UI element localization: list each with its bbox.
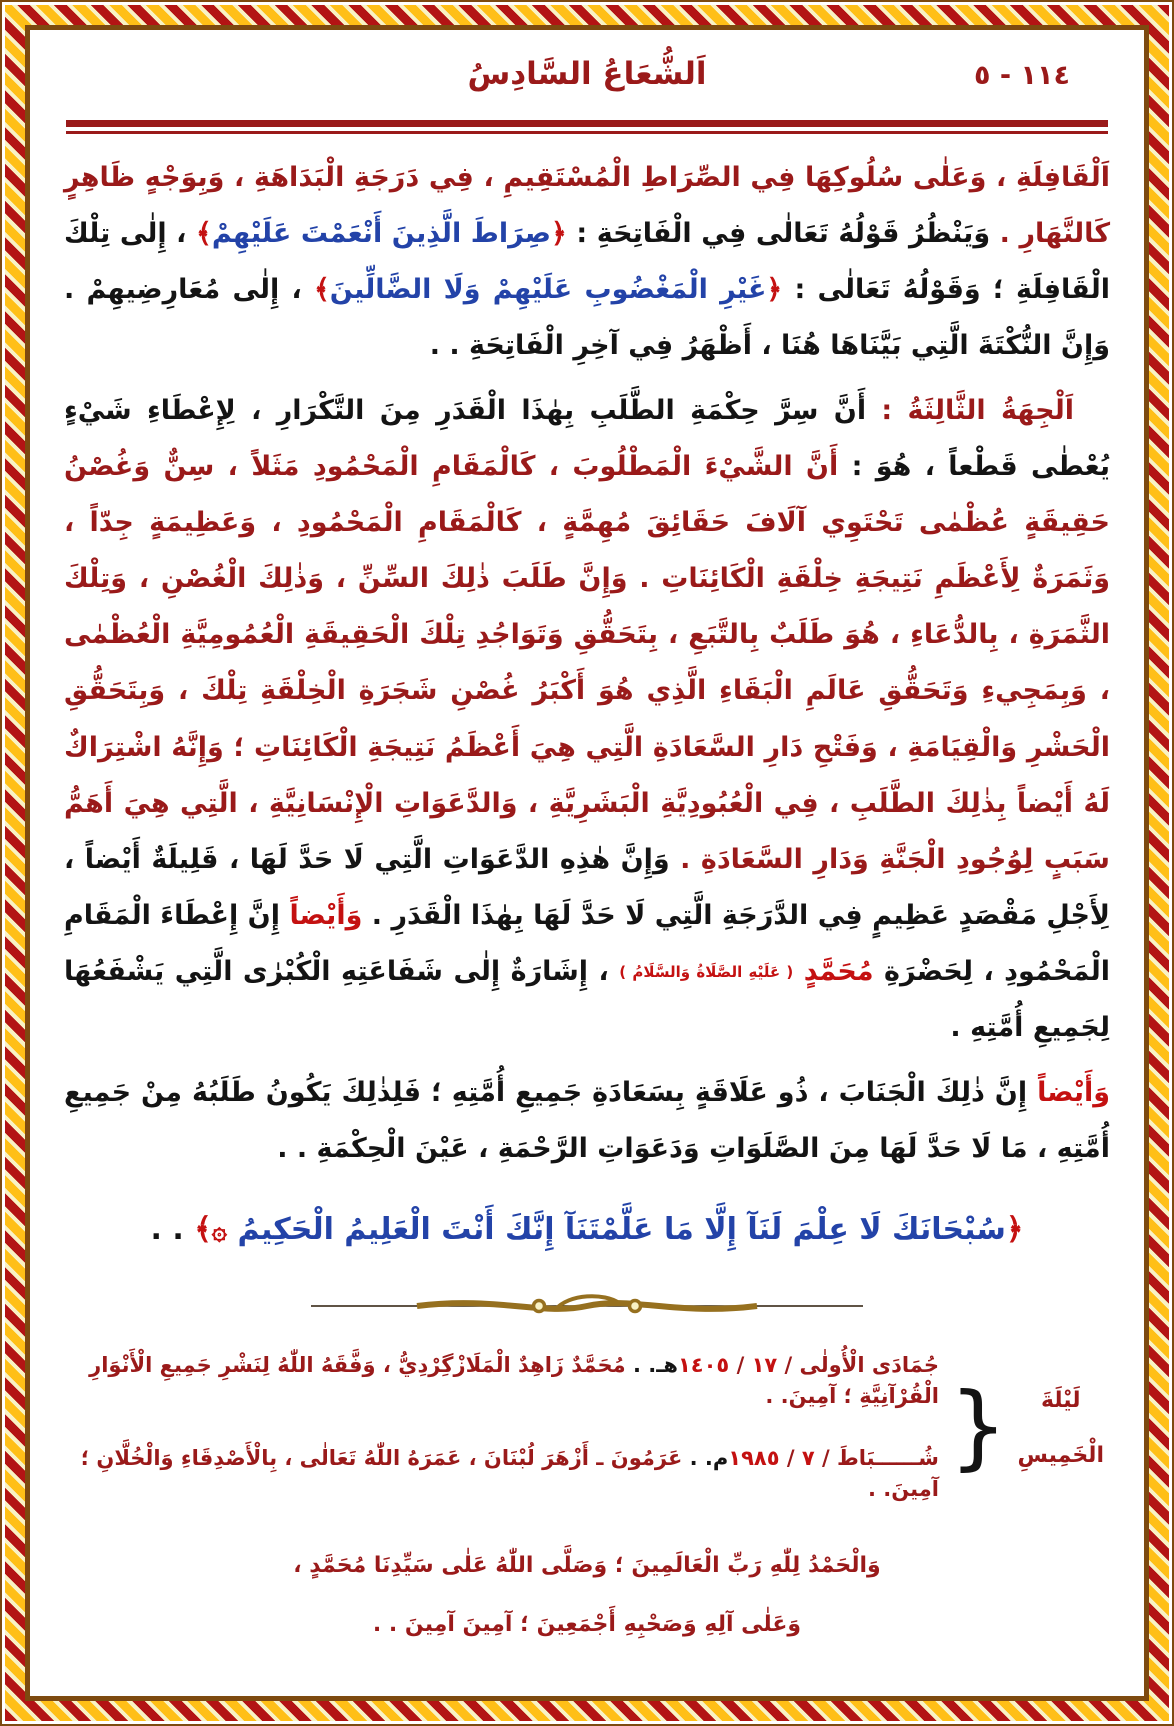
quran-verse-centered	[64, 1201, 1110, 1258]
closing-line-2: وَعَلٰى آلِهِ وَصَحْبِهِ أَجْمَعِينَ ؛ آمِينَ آمِينَ . .	[372, 1612, 802, 1638]
text-segment: وَيَنْظُرُ قَوْلُهُ تَعَالٰى فِي الْفَاتِحَةِ :	[566, 218, 991, 250]
body-paragraph-1	[64, 150, 1110, 375]
brace-glyph: }	[948, 1373, 1008, 1481]
section-heading: اَلْجِهَةُ الثَّالِثَةُ :	[866, 394, 1074, 426]
text-segment: أَنَّ الشَّيْءَ الْمَطْلُوبَ ، كَالْمَقَامِ الْمَحْمُودِ مَثَلاً ، سِنٌّ وَغُصْنُ حَقِيقَةٍ عُظْمٰى تَحْتَوِي آلَافَ حَقَائِقَ مُهِمَّةٍ ، كَالْمَقَامِ الْمَحْمُودِ ، وَعَظِيمَةٍ جِدّاً ، وَثَمَرَةٌ لِأَعْظَمِ نَتِيجَةِ خِلْقَةِ الْكَائِنَاتِ . وَإِنَّ طَلَبَ ذٰلِكَ السِّنِّ ، وَذٰلِكَ الْغُصْنِ ، وَتِلْكَ الثَّمَرَةِ ، بِالدُّعَاءِ ، هُوَ طَلَبٌ بِالتَّبَعِ ، بِتَحَقُّقِ وَتَوَاجُدِ تِلْكَ الْحَقِيقَةِ الْعُمُومِيَّةِ الْعُظْمٰى ، وَبِمَجِيءِ وَتَحَقُّقِ عَالَمِ الْبَقَاءِ الَّذِي هُوَ أَكْبَرُ غُصْنِ شَجَرَةِ الْخِلْقَةِ تِلْكَ ، وَبِتَحَقُّقِ الْحَشْرِ وَالْقِيَامَةِ ، وَفَتْحِ دَارِ السَّعَادَةِ الَّتِي هِيَ أَعْظَمُ نَتِيجَةِ الْكَائِنَاتِ ؛ وَإِنَّهُ اشْتِرَاكٌ لَهُ أَيْضاً بِذٰلِكَ الطَّلَبِ ، فِي الْعُبُودِيَّةِ الْبَشَرِيَّةِ ، وَالدَّعَوَاتِ الْإِنْسَانِيَّةِ ، الَّتِي هِيَ أَهَمُّ سَبَبٍ لِوُجُودِ الْجَنَّةِ وَدَارِ السَّعَادَةِ .	[64, 450, 1110, 875]
gregorian-day: ٧	[801, 1445, 815, 1470]
text-segment: إِنَّ إِعْطَاءَ الْمَقَامِ الْمَحْمُودِ ، لِحَضْرَةِ	[64, 900, 1111, 988]
hijri-day: ١٧	[751, 1352, 778, 1377]
text-segment: /	[729, 1352, 752, 1377]
occasion-line-2: الْخَمِيسِ	[1017, 1442, 1104, 1468]
quran-open-bracket: ﴿	[766, 274, 783, 306]
text-segment: إِنَّ ذٰلِكَ الْجَنَابَ ، ذُو عَلَاقَةٍ بِسَعَادَةِ جَمِيعِ أُمَّتِهِ ؛ فَلِذٰلِكَ يَكُونُ طَلَبُهُ مِنْ جَمِيعِ أُمَّتِهِ ، مَا لَا حَدَّ لَهَا مِنَ الصَّلَوَاتِ وَدَعَوَاتِ الرَّحْمَةِ ، عَيْنَ الْحِكْمَةِ . .	[64, 1076, 1110, 1164]
colophon-occasion	[1018, 1388, 1105, 1468]
text-segment: هـ. .	[625, 1352, 678, 1377]
quran-quote: سُبْحَانَكَ لَا عِلْمَ لَنَآ إِلَّا مَا عَلَّمْتَنَآ إِنَّكَ أَنْتَ الْعَلِيمُ الْحَكِيمُ	[227, 1211, 1006, 1247]
header-rule	[66, 120, 1108, 134]
text-segment: ، وَفَّقَهُ اللّٰهُ لِنَشْرِ جَمِيعِ الْأَنْوَارِ الْقُرْآنِيَّةِ ؛ آمِينَ. .	[89, 1352, 939, 1409]
verse-end-rosette: ۞	[211, 1215, 228, 1246]
text-segment: ، إِلٰى مُعَارِضِيهِمْ . وَإِنَّ النُّكْتَةَ الَّتِي بَيَّنَاهَا هُنَا ، أَظْهَرُ فِي آخِرِ الْفَاتِحَةِ . .	[64, 274, 1110, 362]
place-name: عَرَمُونَ ـ أَزْهَرَ لُبْنَانَ ، عَمَرَهُ اللّٰهُ تَعَالٰى ، بِالْأَصْدِقَاءِ وَالْخُلَّانِ ؛ آمِينَ. .	[80, 1445, 939, 1502]
ornamental-border	[5, 5, 1169, 1721]
hijri-year: ١٤٠٥	[677, 1352, 730, 1377]
quran-quote: غَيْرِ الْمَغْضُوبِ عَلَيْهِمْ وَلَا الضَّالِّينَ	[329, 274, 767, 306]
body-paragraph-3	[64, 1065, 1110, 1177]
colophon-gregorian-date-line	[70, 1443, 939, 1506]
text-segment: ، إِلٰى تِلْكَ الْقَافِلَةِ ؛ وَقَوْلُهُ تَعَالٰى :	[64, 218, 1110, 306]
text-segment: وَإِنَّ هٰذِهِ الدَّعَوَاتِ الَّتِي لَا حَدَّ لَهَا ، قَلِيلَةٌ أَيْضاً ، لِأَجْلِ مَقْصَدٍ عَظِيمٍ فِي الدَّرَجَةِ الَّتِي لَا حَدَّ لَهَا بِهٰذَا الْقَدَرِ .	[64, 843, 1111, 932]
author-name: مُحَمَّدٌ زَاهِدٌ الْمَلَازْگِرْدِيُّ	[398, 1352, 626, 1377]
page-number: ١١٤ - ٥	[974, 60, 1070, 91]
page-content	[25, 25, 1149, 1701]
text-segment: أَنَّ سِرَّ حِكْمَةِ الطَّلَبِ بِهٰذَا الْقَدَرِ مِنَ التَّكْرَارِ ، لِإِعْطَاءِ شَيْءٍ يُعْطٰى قَطْعاً ، هُوَ :	[64, 394, 1110, 482]
quran-open-bracket: ﴿	[550, 218, 567, 250]
divider-flourish-graphic	[307, 1288, 867, 1324]
text-segment: م. .	[682, 1445, 729, 1470]
page-header	[64, 56, 1110, 118]
colophon	[70, 1350, 1104, 1506]
occasion-line-1: لَيْلَةَ	[1040, 1387, 1081, 1413]
body-paragraph-2	[64, 383, 1110, 1057]
emphasis-word: وَأَيْضاً	[1037, 1076, 1110, 1108]
body-text	[64, 150, 1110, 1655]
honorific-emblem: ( عَلَيْهِ الصَّلَاةُ وَالسَّلَامُ )	[619, 963, 794, 982]
quran-close-bracket: ﴾	[313, 274, 330, 306]
closing-doxology	[64, 1536, 1110, 1655]
colophon-lines	[70, 1350, 939, 1506]
ornamental-divider	[64, 1288, 1110, 1328]
text-segment: ، إِشَارَةٌ إِلٰى شَفَاعَتِهِ الْكُبْرٰى الَّتِي يَشْفَعُهَا لِجَمِيعِ أُمَّتِهِ .	[64, 956, 1110, 1044]
text-segment: اَلْقَافِلَةِ ، وَعَلٰى سُلُوكِهَا فِي الصِّرَاطِ الْمُسْتَقِيمِ ، فِي دَرَجَةِ الْبَدَاهَةِ ، وَبِوَجْهٍ ظَاهِرٍ كَالنَّهَارِ .	[64, 162, 1111, 250]
text-segment: شُــــــبَاطَ /	[814, 1445, 939, 1470]
quran-open-bracket: ﴿	[1005, 1211, 1024, 1247]
emphasis-word: وَأَيْضاً	[289, 900, 363, 932]
page-title: اَلشُّعَاعُ السَّادِسُ	[467, 56, 707, 92]
closing-line-1: وَالْحَمْدُ لِلّٰهِ رَبِّ الْعَالَمِينَ ؛ وَصَلَّى اللّٰهُ عَلٰى سَيِّدِنَا مُحَمَّدٍ ،	[293, 1552, 881, 1578]
gregorian-year: ١٩٨٥	[728, 1445, 780, 1470]
quran-close-bracket: ﴾	[196, 218, 212, 250]
text-segment: /	[779, 1445, 802, 1470]
text-segment: . .	[150, 1211, 195, 1247]
quran-quote: صِرَاطَ الَّذِينَ أَنْعَمْتَ عَلَيْهِمْ	[211, 218, 551, 250]
prophet-name: مُحَمَّدٍ	[793, 956, 874, 988]
colophon-hijri-date-line	[70, 1350, 939, 1413]
quran-close-bracket: ﴾	[194, 1211, 212, 1247]
text-segment: جُمَادَى الْأُولٰى /	[777, 1352, 939, 1377]
